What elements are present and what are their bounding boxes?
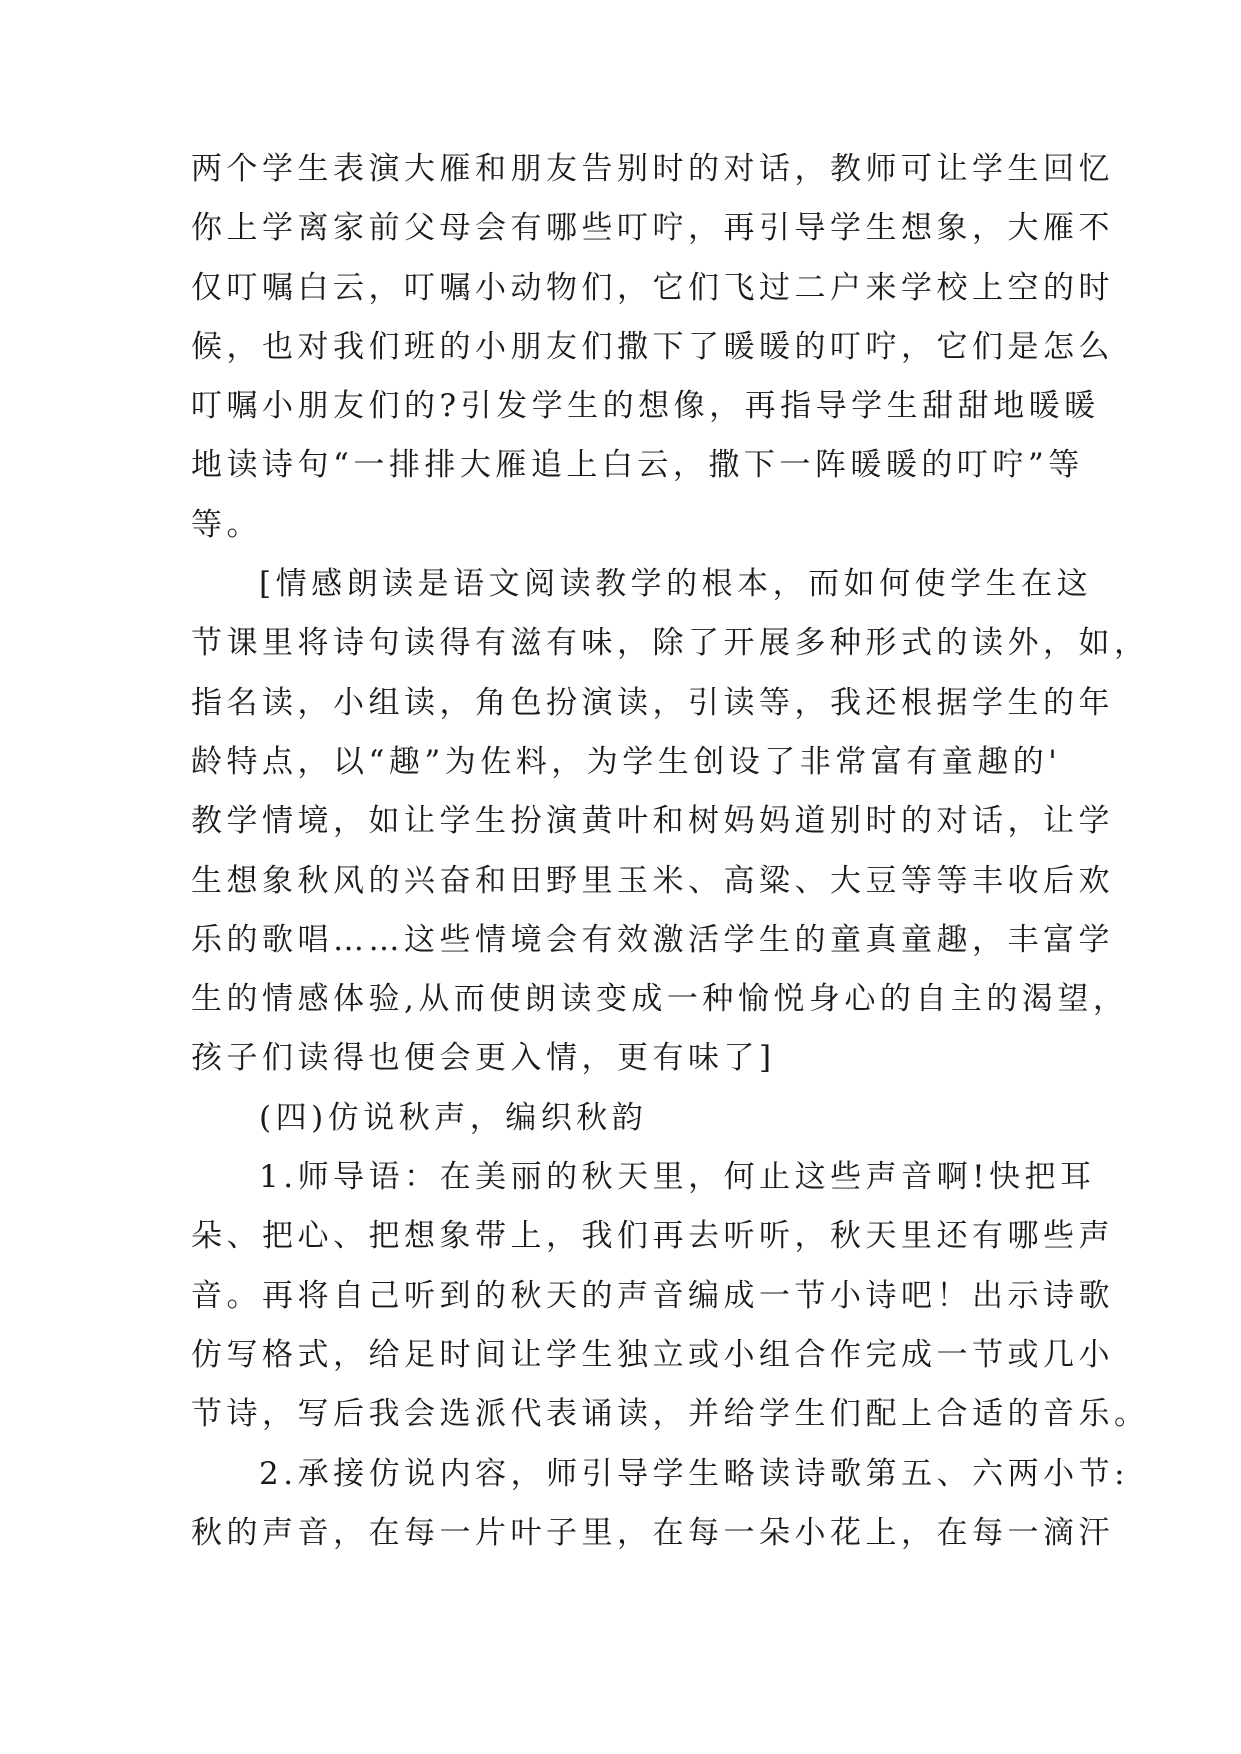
text-line: 等。 xyxy=(191,506,262,543)
text-line: 叮嘱小朋友们的?引发学生的想像，再指导学生甜甜地暖暖 xyxy=(191,388,1100,425)
text-line: 生想象秋风的兴奋和田野里玉米、高粱、大豆等等丰收后欢 xyxy=(191,862,1114,899)
text-line: 你上学离家前父母会有哪些叮咛，再引导学生想象，大雁不 xyxy=(191,210,1114,247)
document-page xyxy=(191,140,1150,1563)
paragraph-first-line: 2.承接仿说内容，师引导学生略读诗歌第五、六两小节: xyxy=(259,1455,1130,1492)
text-line: 节诗，写后我会选派代表诵读，并给学生们配上合适的音乐。 xyxy=(191,1396,1150,1433)
text-line: 教学情境，如让学生扮演黄叶和树妈妈道别时的对话，让学 xyxy=(191,803,1114,840)
section-heading: (四)仿说秋声，编织秋韵 xyxy=(259,1099,648,1136)
text-line: 仅叮嘱白云，叮嘱小动物们，它们飞过二户来学校上空的时 xyxy=(191,269,1114,306)
paragraph-first-line: 1.师导语：在美丽的秋天里，何止这些声音啊!快把耳 xyxy=(259,1159,1096,1196)
text-line: 生的情感体验,从而使朗读变成一种愉悦身心的自主的渴望， xyxy=(191,981,1129,1018)
text-line: 秋的声音，在每一片叶子里，在每一朵小花上，在每一滴汗 xyxy=(191,1514,1114,1551)
text-line: 乐的歌唱……这些情境会有效激活学生的童真童趣，丰富学 xyxy=(191,921,1114,958)
text-line: 候，也对我们班的小朋友们撒下了暖暖的叮咛，它们是怎么 xyxy=(191,328,1114,365)
text-line: 龄特点，以“趣”为佐料，为学生创设了非常富有童趣的' xyxy=(191,743,1062,780)
text-line: 指名读，小组读，角色扮演读，引读等，我还根据学生的年 xyxy=(191,684,1114,721)
paragraph-first-line: [情感朗读是语文阅读教学的根本，而如何使学生在这 xyxy=(259,566,1093,603)
text-line: 孩子们读得也便会更入情，更有味了] xyxy=(191,1040,776,1077)
text-line: 节课里将诗句读得有滋有味，除了开展多种形式的读外，如， xyxy=(191,625,1150,662)
text-line: 地读诗句“一排排大雁追上白云，撒下一阵暖暖的叮咛”等 xyxy=(191,447,1084,484)
text-line: 仿写格式，给足时间让学生独立或小组合作完成一节或几小 xyxy=(191,1336,1114,1373)
text-line: 朵、把心、把想象带上，我们再去听听，秋天里还有哪些声 xyxy=(191,1218,1114,1255)
text-line: 音。再将自己听到的秋天的声音编成一节小诗吧！出示诗歌 xyxy=(191,1277,1114,1314)
text-line: 两个学生表演大雁和朋友告别时的对话，教师可让学生回忆 xyxy=(191,151,1114,187)
